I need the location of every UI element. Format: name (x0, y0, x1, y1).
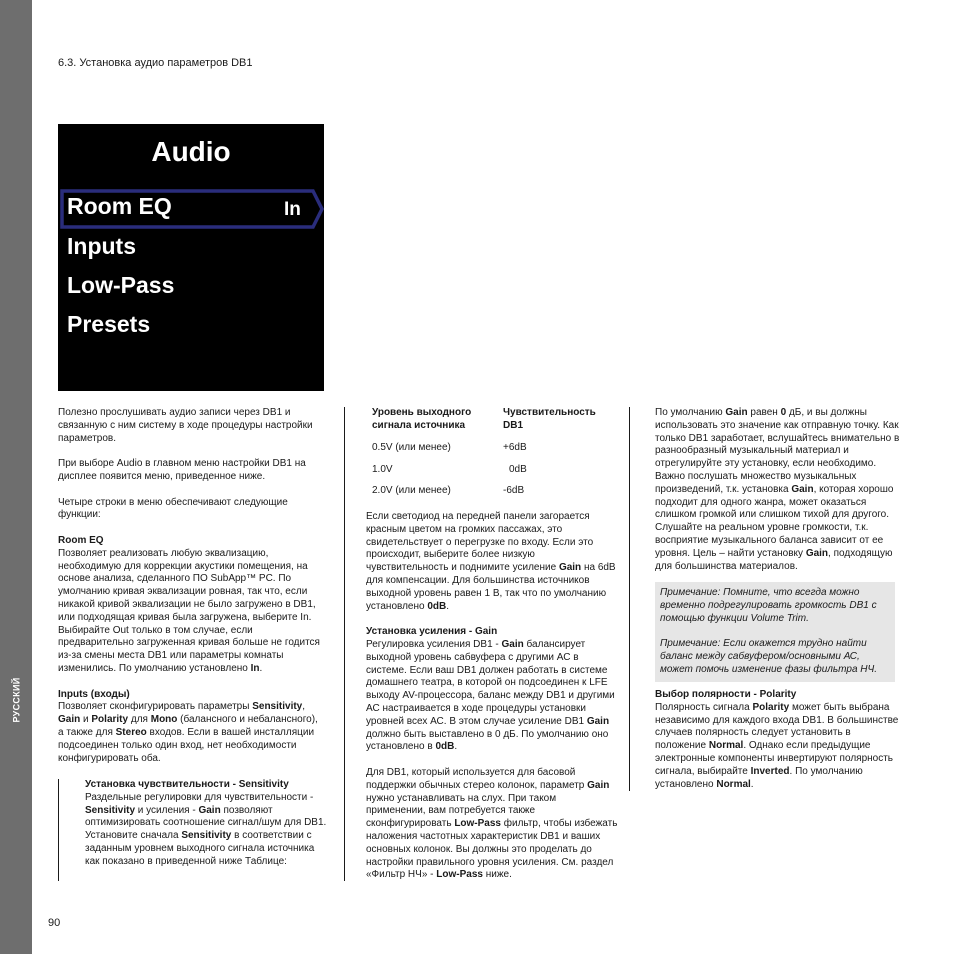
inputs-heading: Inputs (входы) (58, 688, 130, 700)
menu-item-presets[interactable]: Presets (67, 311, 151, 337)
column-1 (58, 407, 326, 778)
menu-item-room-eq[interactable]: Room EQ (67, 193, 172, 219)
room-eq-heading: Room EQ (58, 534, 104, 546)
gain-section: Установка усиления - Gain Регулировка усиления DB1 - Gain балансирует выходной уровень сабвуфера с другими АС в системе. Если ваш DB1 должен работать в системе домашнего театра, в которой он подсоединен к LFE выходу AV-процессора, баланс между DB1 и другими АС настраивается в ходе процедуры установки уровней всех АС. В этом случае усиление DB1 Gain должно быть выставлено в 0 дБ. По умолчанию оно установлено в 0dB. (366, 626, 615, 753)
table-cell: 1.0V (372, 464, 393, 475)
column-3 (655, 407, 900, 586)
column-divider-1 (344, 407, 345, 881)
polarity-column (655, 689, 900, 804)
polarity-section: Выбор полярности - Polarity Полярность сигнала Polarity может быть выбрана независимо для каждого входа DB1. В большинстве случаев полярность следует установить в положение Normal. Однако если предыдущие электронные компоненты инвертируют полярность сигнала, выбирайте Inverted. По умолчанию установлено Normal. (655, 689, 899, 790)
note-volume-trim: Примечание: Помните, что всегда можно временно подрегулировать громкость DB1 с помощью функции Volume Trim. (660, 587, 877, 624)
audio-menu-paragraph: При выборе Audio в главном меню настройки DB1 на дисплее появится меню, приведенное ниже. (58, 458, 306, 482)
intro-paragraph: Полезно прослушивать аудио записи через DB1 и связанную с ним систему в ходе процедуры настройки параметров. (58, 407, 313, 444)
table-cell: 2.0V (или менее) (372, 485, 451, 496)
screen-title: Audio (151, 136, 231, 167)
page-number: 90 (48, 917, 61, 929)
default-gain-paragraph: По умолчанию Gain равен 0 дБ, и вы должны использовать это значение как отправную точку. Как только DB1 заработает, вслушайтесь внимательно в разнообразный музыкальный материал и отрегулируйте эту установку, если необходимо. Важно послушать множество музыкальных произведений, т.к. установка Gain, которая хорошо подходит для одного жанра, может оказаться слишком громкой или слишком тихой для другого. Слушайте на реальном уровне громкости, т.к. восприятие музыкального баланса зависит от ее уровня. Цель – найти установку Gain, подходящую для большинства материалов. (655, 407, 900, 572)
language-side-strip (0, 0, 32, 954)
column-2 (366, 511, 618, 895)
table-cell: -6dB (503, 485, 525, 496)
table-header-sensitivity: Чувствительность DB1 (503, 407, 596, 431)
section-title: 6.3. Установка аудио параметров DB1 (58, 57, 253, 69)
table-cell: +6dB (503, 442, 527, 453)
stereo-gain-paragraph: Для DB1, который используется для басовой поддержки обычных стерео колонок, параметр Gain нужно устанавливать на слух. При таком применении, вам потребуется также сконфигурировать Low-Pass фильтр, чтобы избежать наложения частотных характеристик DB1 и ваших основных колонок. Вы должны это проделать до настройки правильного уровня усиления. См. раздел «Фильтр НЧ» - Low-Pass ниже. (366, 766, 618, 881)
table-cell: 0dB (509, 464, 527, 475)
note-box (655, 582, 895, 682)
inputs-section: Inputs (входы) Позволяет сконфигурировать параметры Sensitivity, Gain и Polarity для Mono (балансного и небалансного), а также для Stereo входов. Если в вашей инсталляции подсоединен только один вход, нет необходимости конфигурировать оба. (58, 688, 318, 764)
functions-paragraph: Четыре строки в меню обеспечивают следующие функции: (58, 496, 288, 521)
language-label: РУССКИЙ (11, 677, 22, 723)
sensitivity-indent-block (58, 779, 329, 881)
room-eq-value: In (284, 199, 301, 220)
menu-item-low-pass[interactable]: Low-Pass (67, 272, 175, 298)
gain-heading: Установка усиления - Gain (366, 626, 498, 638)
room-eq-section: Room EQ Позволяет реализовать любую эквализацию, необходимую для коррекции акустики помещения, на основе анализа, сделанного ПО SubApp™ PC. По умолчанию кривая эквализации ровная, так что, если никакой кривой эквализации не было загружено в DB1, или подходящая кривая была загружена, выберите In. Выбирайте Out только в том случае, если предварительно загруженная кривая больше не годится из-за смены места DB1 или параметры комнаты изменились. По умолчанию установлено In. (58, 534, 320, 674)
sensitivity-section: Установка чувствительности - Sensitivity Раздельные регулировки для чувствительности - Sensitivity и усиления - Gain позволяют оптимизировать соотношение сигнал/шум для DB1. Установите сначала Sensitivity в соответствии с заданным уровнем выходного сигнала источника как показано в приведенной ниже Таблице: (85, 779, 327, 867)
menu-item-inputs[interactable]: Inputs (67, 233, 136, 259)
audio-menu-screen (58, 124, 324, 391)
column-divider-2 (629, 407, 630, 791)
polarity-heading: Выбор полярности - Polarity (655, 689, 797, 700)
overload-paragraph: Если светодиод на передней панели загорается красным цветом на громких пассажах, это свидетельствует о перегрузке по входу. Если это происходит, выберите более низкую чувствительность и поднимите усиление Gain на 6dB для компенсации. Для большинства источников выходной уровень равен 1 В, так что по умолчанию установлено 0dB. (366, 511, 616, 612)
table-cell: 0.5V (или менее) (372, 442, 451, 453)
sensitivity-heading: Установка чувствительности - Sensitivity (85, 779, 289, 790)
table-header-source-level: Уровень выходного сигнала источника (372, 407, 472, 431)
note-phase: Примечание: Если окажется трудно найти баланс между сабвуфером/основными АС, может помочь изменение фазы фильтра НЧ. (660, 638, 878, 675)
